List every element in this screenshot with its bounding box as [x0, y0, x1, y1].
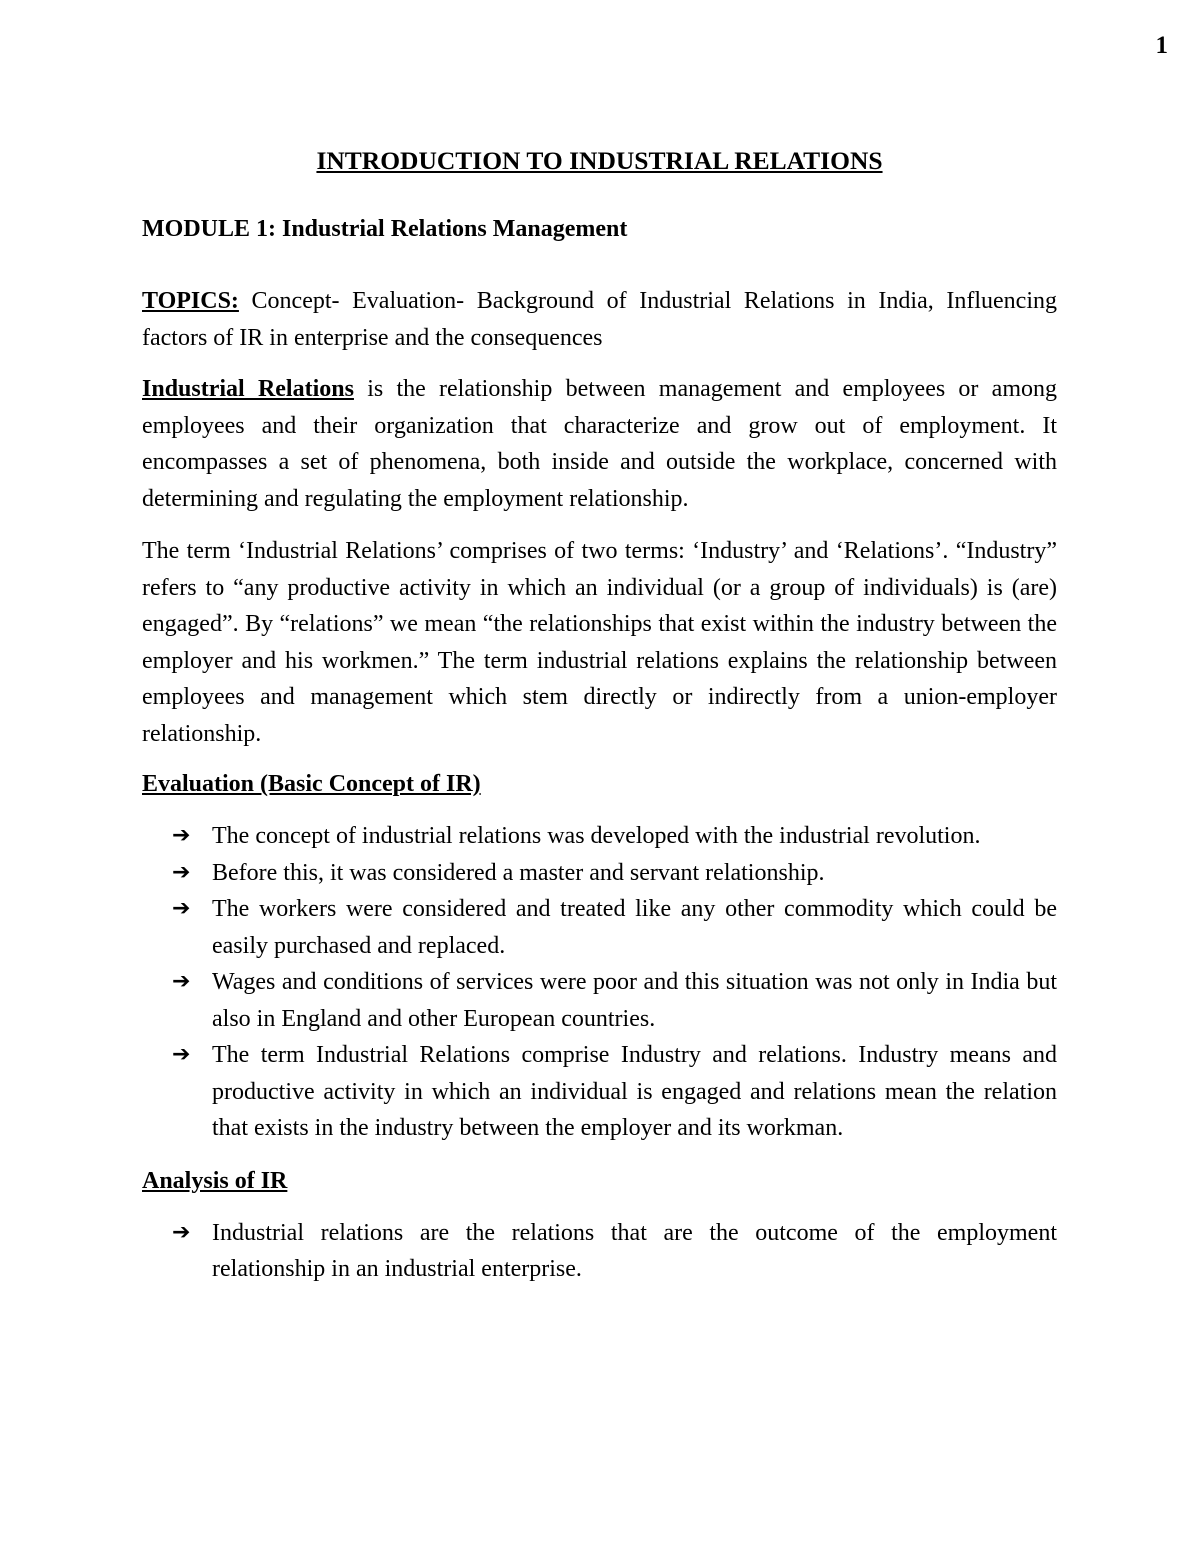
analysis-list	[142, 1215, 1057, 1288]
list-item-text: The concept of industrial relations was developed with the industrial revolution.	[212, 823, 981, 849]
topics-label: TOPICS:	[142, 288, 239, 314]
list-item	[172, 1215, 1057, 1288]
arrow-bullet-icon: ➔	[172, 859, 191, 885]
list-item	[172, 855, 1057, 892]
list-item-text: The workers were considered and treated like any other commodity which could be easily purchased and replaced.	[212, 896, 1057, 959]
list-item	[172, 964, 1057, 1037]
list-item	[172, 818, 1057, 855]
topics-paragraph	[142, 283, 1057, 356]
definition-term: Industrial Relations	[142, 376, 354, 402]
evaluation-heading: Evaluation (Basic Concept of IR)	[142, 771, 481, 797]
evaluation-list	[142, 818, 1057, 1147]
document-body	[142, 143, 1057, 1288]
module-heading: MODULE 1: Industrial Relations Management	[142, 216, 628, 242]
list-item-text: Industrial relations are the relations that are the outcome of the employment relationship in an industrial enterprise.	[212, 1219, 1057, 1282]
list-item	[172, 1037, 1057, 1147]
arrow-bullet-icon: ➔	[172, 969, 191, 994]
arrow-bullet-icon: ➔	[172, 823, 191, 848]
list-item	[172, 891, 1057, 964]
topics-text: Concept- Evaluation- Background of Industrial Relations in India, Influencing factors of IR in enterprise and the consequences	[142, 288, 1057, 351]
arrow-bullet-icon: ➔	[172, 896, 191, 921]
definition-paragraph	[142, 371, 1057, 517]
list-item-text: Before this, it was considered a master and servant relationship.	[212, 859, 825, 886]
definition-text: is the relationship between management and employees or among employees and their organization that characterize and grow out of employment. It encompasses a set of phenomena, both inside and outside the workplace, concerned with determining and regulating the employment relationship.	[142, 376, 1057, 512]
page-number: 1	[1155, 32, 1168, 59]
analysis-heading: Analysis of IR	[142, 1167, 288, 1194]
list-item-text: The term Industrial Relations comprise Industry and relations. Industry means and productive activity in which an individual is engaged and relations mean the relation that exists in the industry between the employer and its workman.	[212, 1042, 1057, 1141]
arrow-bullet-icon: ➔	[172, 1042, 191, 1067]
list-item-text: Wages and conditions of services were poor and this situation was not only in India but also in England and other European countries.	[212, 969, 1057, 1032]
term-paragraph: The term ‘Industrial Relations’ comprises of two terms: ‘Industry’ and ‘Relations’. “Industry” refers to “any productive activity in which an individual (or a group of individuals) is (are) engaged”. By “relations” we mean “the relationships that exist within the industry between the employer and his workmen.” The term industrial relations explains the relationship between employees and management which stem directly or indirectly from a union-employer relationship.	[142, 538, 1057, 747]
document-title: INTRODUCTION TO INDUSTRIAL RELATIONS	[316, 146, 883, 175]
arrow-bullet-icon: ➔	[172, 1219, 191, 1245]
